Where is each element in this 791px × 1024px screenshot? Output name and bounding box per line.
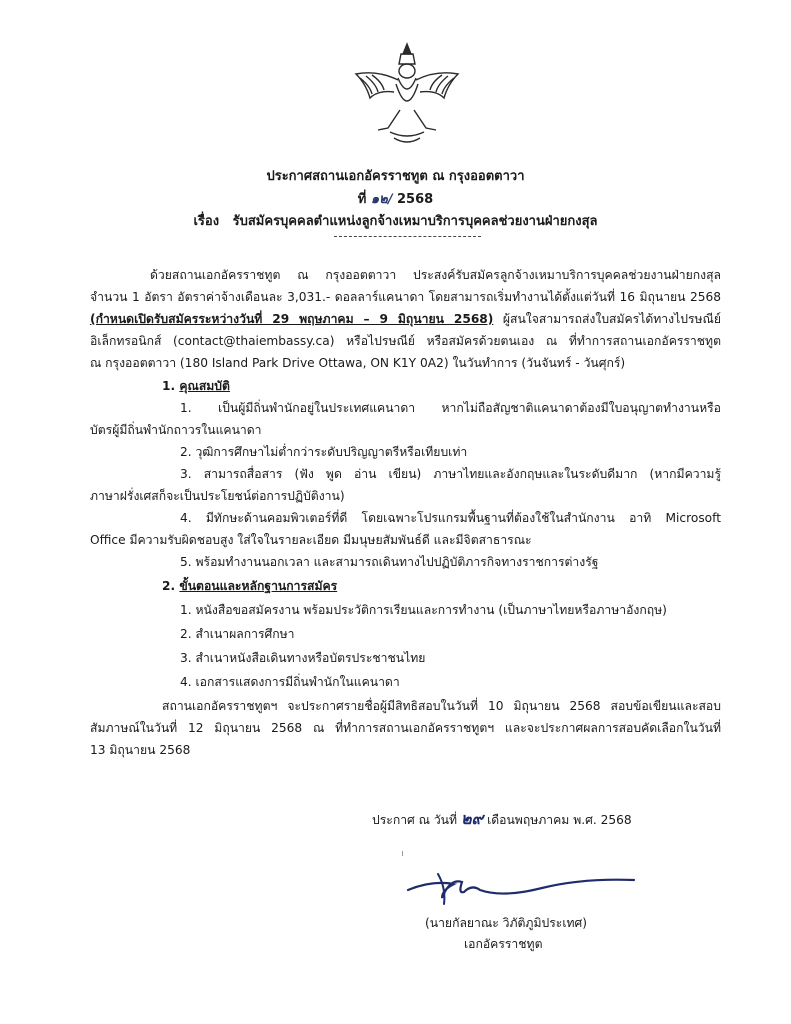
signatory-title: เอกอัครราชทูต: [464, 937, 543, 951]
qualifications-title: คุณสมบัติ: [179, 379, 230, 393]
intro-line-3: [90, 310, 721, 329]
intro-line-5: ณ กรุงออตตาวา (180 Island Park Drive Ottawa, ON K1Y 0A2) ในวันทำการ (วันจันทร์ - วันศุกร์): [90, 356, 626, 370]
procedure-4: 4. เอกสารแสดงการมีถิ่นพำนักในแคนาดา: [180, 675, 400, 689]
announcement-title: ประกาศสถานเอกอัครราชทูต ณ กรุงออตตาวา: [266, 169, 525, 184]
qualification-4a: 4. มีทักษะด้านคอมพิวเตอร์ที่ดี โดยเฉพาะโปรแกรมพื้นฐานที่ต้องใช้ในสำนักงาน อาทิ Microsoft: [180, 511, 721, 525]
signatory-name: (นายกัลยาณะ วิภัติภูมิประเทศ): [425, 916, 588, 930]
intro-line-2: จำนวน 1 อัตรา อัตราค่าจ้างเดือนละ 3,031.- ดอลลาร์แคนาดา โดยสามารถเริ่มทำงานได้ตั้งแต่วันที่ 16 มิถุนายน 2568: [90, 290, 721, 304]
signature: [402, 868, 638, 908]
qualifications-num: 1.: [162, 379, 176, 393]
procedure-title: ขั้นตอนและหลักฐานการสมัคร: [179, 579, 338, 593]
garuda-emblem: [348, 40, 466, 150]
qualification-5: 5. พร้อมทำงานนอกเวลา และสามารถเดินทางไปปฏิบัติภารกิจทางราชการต่างรัฐ: [180, 555, 599, 569]
qualification-4b: Office มีความรับผิดชอบสูง ใส่ใจในรายละเอียด มีมนุษยสัมพันธ์ดี และมีจิตสาธารณะ: [90, 533, 532, 547]
closing-line-1: สถานเอกอัครราชทูตฯ จะประกาศรายชื่อผู้มีสิทธิสอบในวันที่ 10 มิถุนายน 2568 สอบข้อเขียนและสอบ: [162, 699, 721, 713]
header-divider: [334, 236, 481, 237]
qualification-1a: 1. เป็นผู้มีถิ่นพำนักอยู่ในประเทศแคนาดา หากไม่ถือสัญชาติแคนาดาต้องมีใบอนุญาตทำงานหรือ: [180, 401, 721, 415]
intro-line-3-rest: ผู้สนใจสามารถส่งใบสมัครได้ทางไปรษณีย์: [493, 312, 721, 326]
number-prefix: ที่: [357, 192, 367, 207]
qualification-3a: 3. สามารถสื่อสาร (ฟัง พูด อ่าน เขียน) ภาษาไทยและอังกฤษและในระดับดีมาก (หากมีความรู้: [180, 467, 721, 481]
procedure-2: 2. สำเนาผลการศึกษา: [180, 627, 295, 641]
subject-text: รับสมัครบุคคลตำแหน่งลูกจ้างเหมาบริการบุคคลช่วยงานฝ่ายกงสุล: [232, 214, 598, 229]
number-handwritten: ๑๒/: [370, 192, 393, 207]
date-suffix: เดือนพฤษภาคม พ.ศ. 2568: [487, 813, 632, 827]
closing-line-2: สัมภาษณ์ในวันที่ 12 มิถุนายน 2568 ณ ที่ทำการสถานเอกอัครราชทูตฯ และจะประกาศผลการสอบคัดเลือกในวันที่: [90, 721, 721, 735]
qualification-3b: ภาษาฝรั่งเศสก็จะเป็นประโยชน์ต่อการปฏิบัติงาน): [90, 489, 345, 503]
intro-line-4: อิเล็กทรอนิกส์ (contact@thaiembassy.ca) หรือไปรษณีย์ หรือสมัครด้วยตนเอง ณ ที่ทำการสถานเอกอัครราชทูต: [90, 334, 721, 348]
announcement-date: [372, 807, 632, 832]
procedure-1: 1. หนังสือขอสมัครงาน พร้อมประวัติการเรียนและการทำงาน (เป็นภาษาไทยหรือภาษาอังกฤษ): [180, 603, 667, 617]
qualification-1b: บัตรผู้มีถิ่นพำนักถาวรในแคนาดา: [90, 423, 262, 437]
closing-line-3: 13 มิถุนายน 2568: [90, 743, 191, 757]
procedure-heading: [162, 577, 337, 596]
scan-mark: [402, 851, 403, 856]
date-prefix: ประกาศ ณ วันที่: [372, 813, 458, 827]
intro-line-1: ด้วยสถานเอกอัครราชทูต ณ กรุงออตตาวา ประสงค์รับสมัครลูกจ้างเหมาบริการบุคคลช่วยงานฝ่ายกงสุล: [150, 268, 721, 282]
announcement-number: [0, 188, 791, 209]
date-day-handwritten: ๒๙: [460, 809, 484, 828]
number-year: 2568: [397, 192, 434, 207]
announcement-subject: [0, 210, 791, 231]
procedure-num: 2.: [162, 579, 176, 593]
subject-label: เรื่อง: [193, 214, 220, 229]
qualification-2: 2. วุฒิการศึกษาไม่ต่ำกว่าระดับปริญญาตรีหรือเทียบเท่า: [180, 445, 468, 459]
application-period: (กำหนดเปิดรับสมัครระหว่างวันที่ 29 พฤษภาคม – 9 มิถุนายน 2568): [90, 312, 494, 326]
procedure-3: 3. สำเนาหนังสือเดินทางหรือบัตรประชาชนไทย: [180, 651, 426, 665]
qualifications-heading: [162, 377, 230, 396]
